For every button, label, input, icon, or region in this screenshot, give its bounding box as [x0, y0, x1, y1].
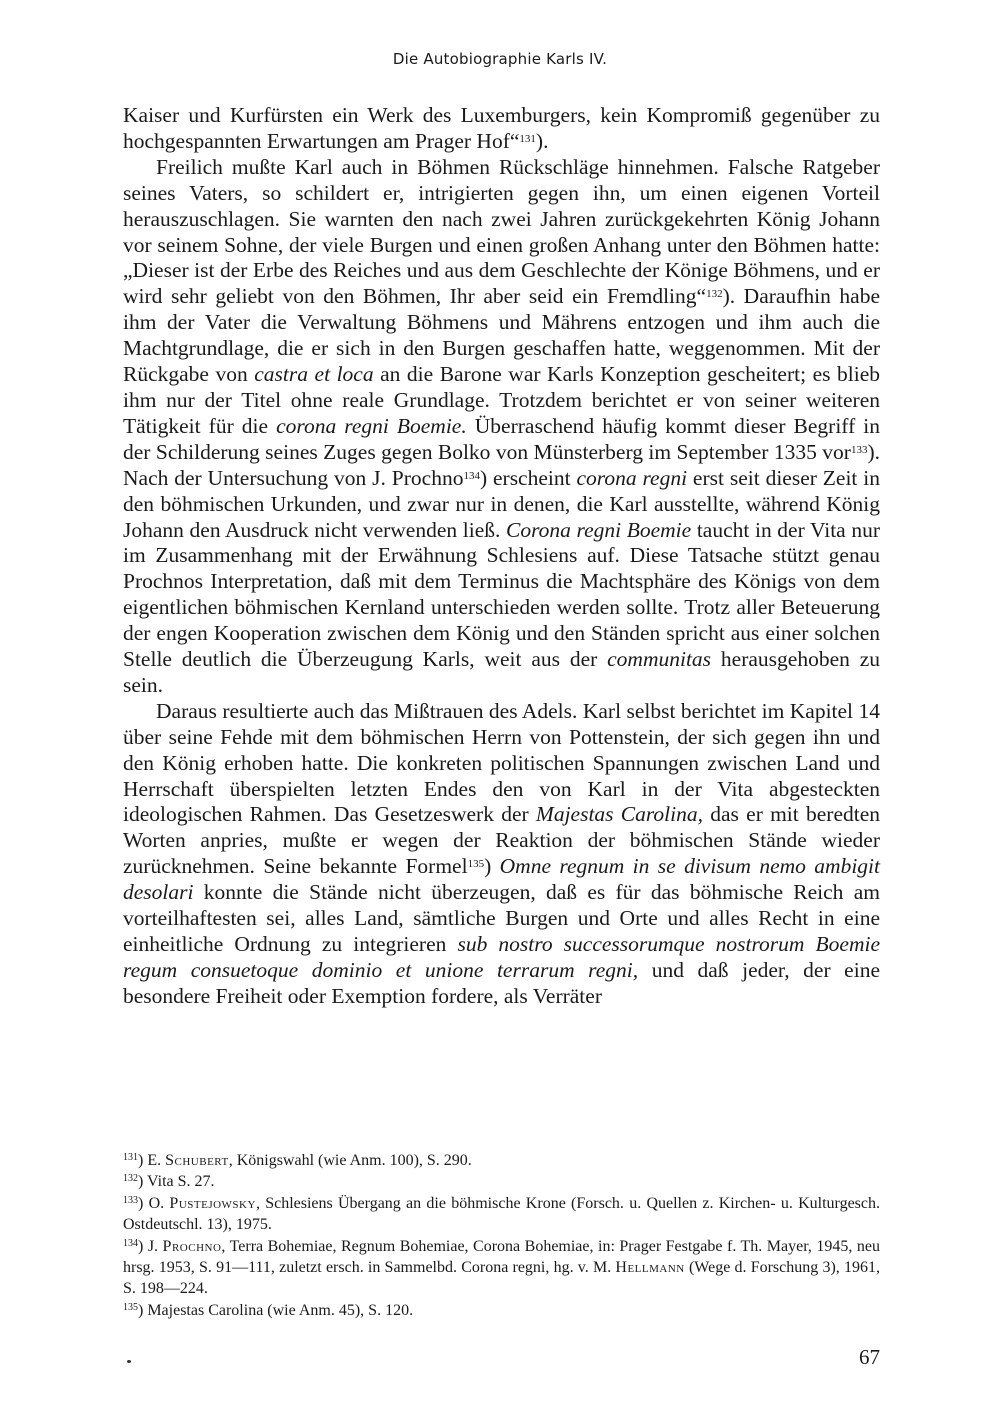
text-segment: erst seit dieser Zeit in den böhmischen Urkunden, und zwar nur in denen, die Karl ausstellte, während König Johann den Ausdruck nicht verwenden ließ. — [123, 465, 880, 542]
footnote-paren: ) — [138, 1173, 148, 1191]
text-segment: Daraus resultierte auch das Mißtrauen des Adels. Karl selbst berichtet im Kapitel 14 über seine Fehde mit dem böhmischen Herrn von Pottenstein, der sich gegen ihn und den König erhoben hatte. Die konkreten politischen Spannungen zwischen Land und Herrschaft überspielten letzten Endes den von Karl in der Vita abgesteckten ideologischen Rahmen. Das Gesetzeswerk der — [123, 698, 880, 827]
page-number: 67 — [859, 1345, 880, 1369]
paragraph — [123, 103, 880, 155]
text-segment: Freilich mußte Karl auch in Böhmen Rückschläge hinnehmen. Falsche Ratgeber seines Vaters, so schildert er, intrigierten gegen ihn, um einen eigenen Vorteil herauszuschlagen. Sie warnten den nach zwei Jahren zurückgekehrten König Johann vor seinem Sohne, der viele Burgen und einen großen Anhang unter den Böhmen hatte: „Dieser ist der Erbe des Reiches und aus dem Geschlechte der Könige Böhmens, und er wird sehr geliebt von den Böhmen, Ihr aber seid ein Fremdling“ — [123, 154, 880, 309]
author-name: Hellmann — [615, 1259, 685, 1277]
italic-text: communitas — [607, 647, 712, 672]
italic-text: Corona regni Boemie — [506, 517, 692, 542]
text-segment: , Königswahl (wie Anm. 100), S. 290. — [228, 1152, 472, 1169]
italic-text: corona regni — [576, 465, 688, 490]
footnote — [123, 1171, 880, 1192]
italic-text: corona regni Boemie. — [276, 413, 467, 438]
italic-text: Majestas Carolina, — [535, 802, 704, 827]
footnote-ref: 135 — [467, 858, 485, 871]
running-head: Die Autobiographie Karls IV. — [392, 50, 608, 68]
footnote-number: 131 — [123, 1152, 138, 1163]
text-segment: , Terra Bohemiae, Regnum Bohemiae, Corona Bohemiae, in: Prager Festgabe f. Th. Mayer, 1945, neu hrsg. 1953, S. 91—111, zuletzt ersch. in Sammelbd. Corona regni, hg. v. M. — [123, 1237, 880, 1277]
footnote — [123, 1150, 880, 1171]
text-segment: herausgehoben zu sein. — [123, 647, 880, 697]
text-segment: konnte die Stände nicht überzeugen, daß es für das böhmische Reich am vorteilhaftesten sei, alles Land, sämtliche Burgen und Orte und alles Recht in eine einheitliche Ordnung zu integrieren — [123, 880, 880, 956]
text-segment: Majestas Carolina (wie Anm. 45), S. 120. — [147, 1301, 414, 1319]
stray-mark — [127, 1360, 131, 1363]
text-segment: O. — [148, 1194, 170, 1212]
footnote-ref: 134 — [463, 469, 480, 482]
text-segment: E. — [147, 1152, 166, 1169]
text-segment: ). Daraufhin habe ihm der Vater die Verwaltung Böhmens und Mährens entzogen und ihm auch die Machtgrundlage, die er sich in den Burgen geschaffen hatte, weggenommen. Mit der Rückgabe von — [123, 284, 880, 387]
italic-text: sub nostro successorumque nostrorum Boemie regum consuetoque dominio et unione terrarum regni, — [123, 932, 881, 982]
footnote-number: 133 — [123, 1194, 138, 1206]
text-segment: (Wege d. Forschung 3), 1961, S. 198—224. — [123, 1259, 881, 1298]
footnote-ref: 131 — [519, 132, 536, 145]
text-segment: taucht in der Vita nur im Zusammenhang mit der Erwähnung Schlesiens auf. Diese Tatsache stützt genau Prochnos Interpretation, daß mit dem Terminus die Machtsphäre des Königs von dem eigentlichen böhmischen Kernland unterschieden werden sollte. Trotz aller Beteuerung der engen Kooperation zwischen dem König und den Ständen spricht aus einer solchen Stelle deutlich die Überzeugung Karls, weit aus der — [123, 517, 880, 672]
footnote — [123, 1300, 880, 1321]
footnote-paren: ) — [138, 1237, 148, 1255]
paragraph — [123, 699, 880, 1010]
footnote — [123, 1193, 880, 1236]
paragraph — [123, 155, 880, 699]
text-segment: Kaiser und Kurfürsten ein Werk des Luxemburgers, kein Kompromiß gegenüber zu hochgespannten Erwartungen am Prager Hof“ — [123, 103, 880, 153]
text-segment: ). — [535, 128, 549, 153]
text-segment: ). Nach der Untersuchung von J. Prochno — [123, 439, 880, 490]
footnote-ref: 133 — [850, 443, 868, 456]
text-segment: J. — [147, 1237, 163, 1255]
italic-text: Omne regnum in se divisum nemo ambigit desolari — [123, 854, 880, 905]
footnote-paren: ) — [138, 1152, 148, 1169]
text-segment: Überraschend häufig kommt dieser Begriff in der Schilderung seines Zuges gegen Bolko von Münsterberg im September 1335 vor — [123, 413, 880, 464]
footnote-ref: 132 — [706, 288, 723, 301]
text-segment: an die Barone war Karls Konzeption gescheitert; es blieb ihm nur der Titel ohne reale Grundlage. Trotzdem berichtet er von seiner weiteren Tätigkeit für die — [123, 362, 880, 438]
footnote-paren: ) — [138, 1194, 149, 1212]
text-segment: Vita S. 27. — [147, 1173, 215, 1191]
footnote-paren: ) — [138, 1301, 148, 1319]
footnote-number: 132 — [123, 1173, 138, 1185]
body-text — [123, 103, 880, 1010]
italic-text: castra et loca — [254, 362, 374, 387]
text-segment: , Schlesiens Übergang an die böhmische Krone (Forsch. u. Quellen z. Kirchen- u. Kulturgesch. Ostdeutschl. 13), 1975. — [123, 1194, 881, 1234]
author-name: Schubert — [165, 1152, 229, 1169]
footnote-number: 134 — [123, 1237, 138, 1249]
footnotes — [123, 1150, 880, 1321]
text-segment: ) erscheint — [479, 465, 577, 490]
footnote — [123, 1236, 880, 1300]
author-name: Pustejowsky — [169, 1194, 256, 1212]
author-name: Prochno — [162, 1237, 222, 1255]
text-segment: ) — [484, 854, 500, 879]
text-segment: das er mit beredten Worten anpries, mußte er wegen der Reaktion der böhmischen Stände wieder zurücknehmen. Seine bekannte Formel — [123, 802, 881, 879]
footnote-number: 135 — [123, 1301, 138, 1313]
text-segment: und daß jeder, der eine besondere Freiheit oder Exemption fordere, als Verräter — [123, 957, 880, 1008]
